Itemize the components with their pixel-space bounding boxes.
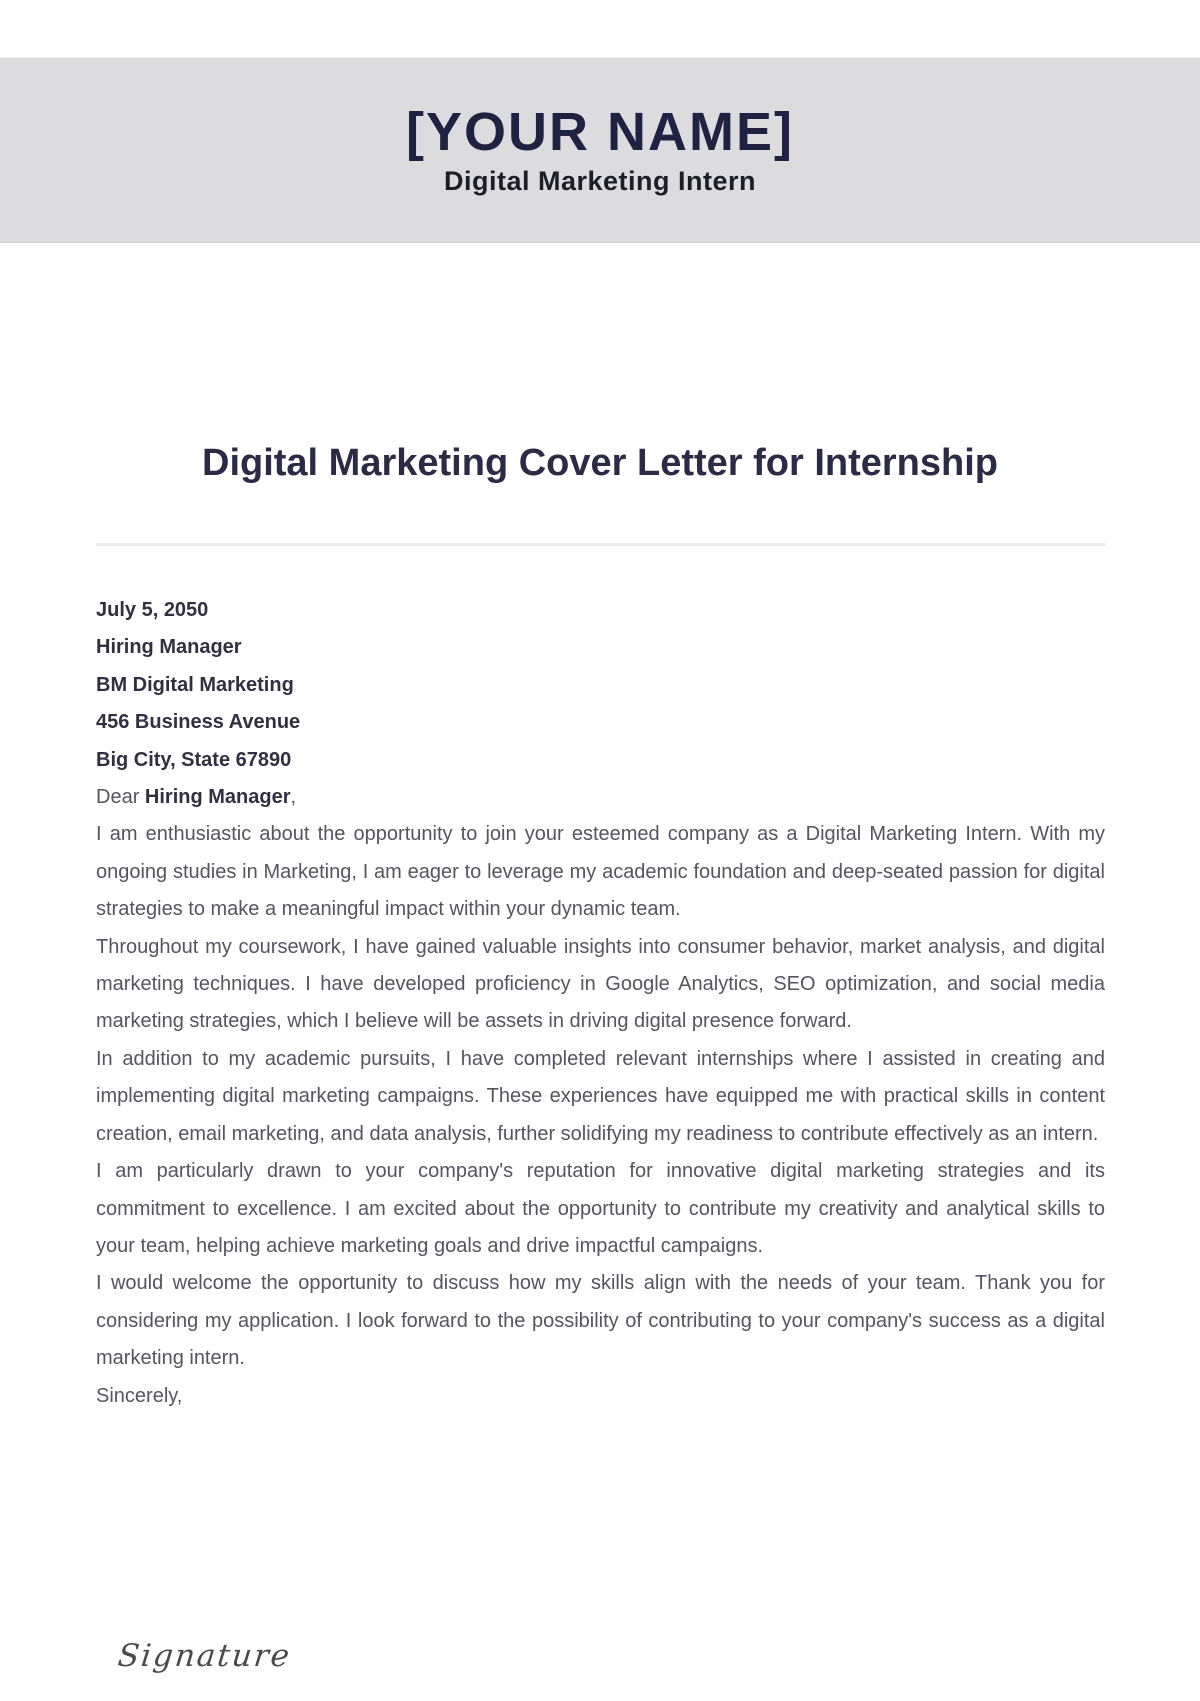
recipient-city: Big City, State 67890 [96,748,292,771]
your-name-placeholder: [YOUR NAME] [406,102,794,162]
letter-date: July 5, 2050 [96,599,209,621]
salutation-name: Hiring Manager [144,786,291,809]
recipient-company: BM Digital Marketing [96,673,294,696]
header-band [0,57,1200,243]
paragraph-coursework: Throughout my coursework, I have gained valuable insights into consumer behavior, market analysis, and digital marketing techniques. I have developed proficiency in Google Analytics, SEO optimization, and social media marketing strategies, which I believe will be assets in driving digital presence forward. [96,935,1105,1033]
closing-line: Sincerely, [96,1384,183,1407]
paragraph-intro: I am enthusiastic about the opportunity to join your esteemed company as a Digital Marketing Intern. With my ongoing studies in Marketing, I am eager to leverage my academic foundation and deep-seated passion for digital strategies to make a meaningful impact within your dynamic team. [96,823,1105,921]
recipient-name: Hiring Manager [96,636,242,659]
salutation-suffix: , [290,786,297,809]
recipient-street: 456 Business Avenue [96,711,301,734]
signature-script: Signature [116,1638,293,1674]
page-title: Digital Marketing Cover Letter for Internship [202,442,998,484]
paragraph-thanks: I would welcome the opportunity to discuss how my skills align with the needs of your team. Thank you for considering my application. I look forward to the possibility of contributing to your company's success as a digital marketing intern. [96,1272,1105,1370]
salutation-prefix: Dear [96,786,145,809]
header-job-title: Digital Marketing Intern [443,166,757,196]
salutation-line [96,779,1105,816]
letter-body [96,592,1105,1415]
paragraph-internships: In addition to my academic pursuits, I have completed relevant internships where I assisted in creating and implementing digital marketing campaigns. These experiences have equipped me with practical skills in content creation, email marketing, and data analysis, further solidifying my readiness to contribute effectively as an intern. [96,1047,1105,1145]
title-divider [96,543,1106,546]
paragraph-company-fit: I am particularly drawn to your company's reputation for innovative digital marketing strategies and its commitment to excellence. I am excited about the opportunity to contribute my creativity and analytical skills to your team, helping achieve marketing goals and drive impactful campaigns. [96,1160,1105,1257]
